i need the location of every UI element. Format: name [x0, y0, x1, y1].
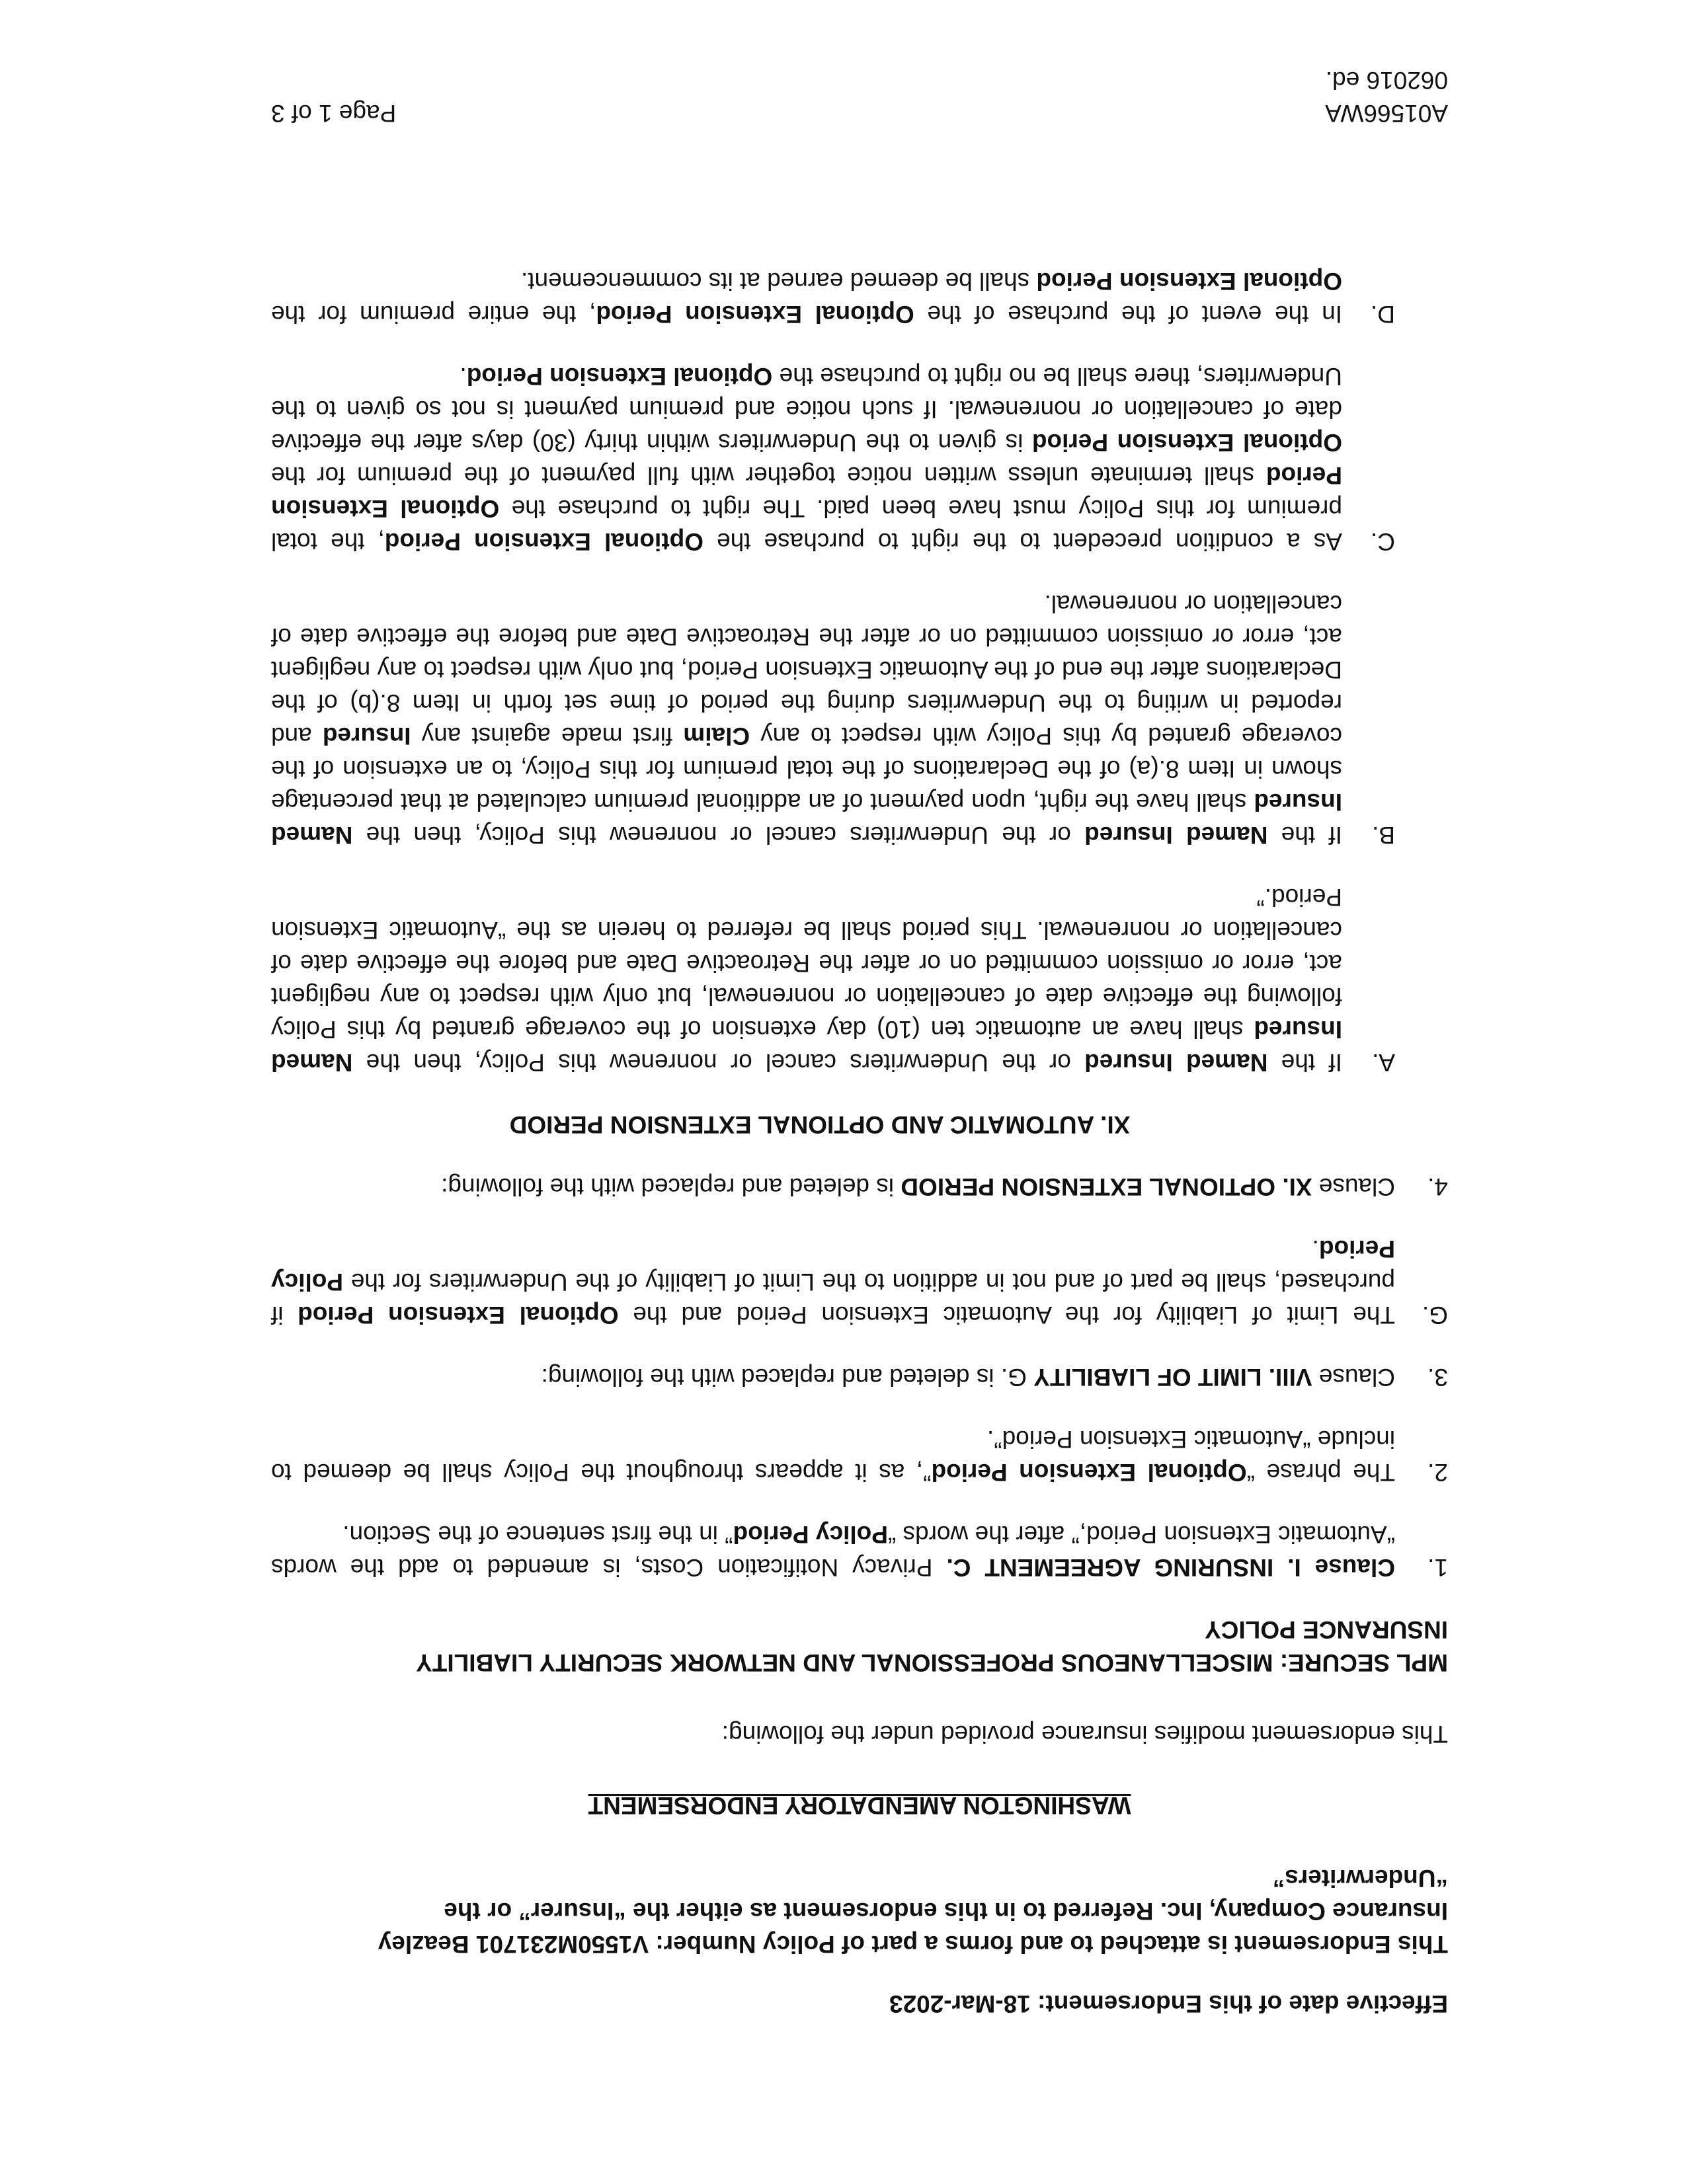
item-number: 3.	[1427, 1364, 1448, 1391]
clause-text: As a condition precedent to the right to purchase the Optional Extension Period, the total premium for this Policy must have been paid. The right to purchase the Optional Extension Period shall terminate unless written notice together with full payment of the premium for the Optional Extension Period is given to the Underwriters within thirty (30) days after the effective date of cancellation or nonrenewal. If such notice and premium payment is not so given to the Underwriters, there shall be no right to purchase the Optional Extension Period.	[271, 363, 1342, 555]
clause-letter: G.	[1422, 1302, 1448, 1329]
item-text: The phrase “Optional Extension Period”, as it appears throughout the Policy shall be deemed to include “Automatic Extension Period”.	[271, 1426, 1395, 1486]
sub-clause-g	[271, 1232, 1448, 1331]
clause-letter: C.	[1371, 528, 1395, 555]
item-text: Clause VIII. LIMIT OF LIABILITY G. is deleted and replaced with the following:	[541, 1364, 1395, 1391]
modifies-statement: This endorsement modifies insurance provided under the following:	[721, 1721, 1448, 1748]
page-title: WASHINGTON AMENDATORY ENDORSEMENT	[588, 1792, 1131, 1819]
attach-prefix: This Endorsement is attached to and forms a part of Policy Number:	[649, 1931, 1448, 1958]
effective-date: Effective date of this Endorsement: 18-Mar-2023	[889, 1990, 1448, 2017]
item-text: Clause XI. OPTIONAL EXTENSION PERIOD is deleted and replaced with the following:	[441, 1173, 1395, 1200]
attachment-statement	[271, 1861, 1448, 1961]
clause-letter: D.	[1371, 301, 1395, 328]
document-body	[271, 235, 1448, 2020]
page-number: Page 1 of 3	[271, 100, 397, 127]
clause-text: If the Named Insured or the Underwriters cancel or nonrenew this Policy, then the Named Insured shall have the right, upon payment of an additional premium calculated at that percentage shown in Item 8.(a) of the Declarations of the total premium for this Policy, to an extension of the coverage granted by this Policy with respect to any Claim first made against any Insured and reported in writing to the Underwriters during the period of time set forth in Item 8.(b) of the Declarations after the end of the Automatic Extension Period, but only with respect to any negligent act, error or omission committed on or after the Retroactive Date and before the effective date of cancellation or nonrenewal.	[271, 590, 1342, 849]
form-number: A01566WA	[1325, 100, 1448, 127]
item-text: Clause I. INSURING AGREEMENT C. Privacy Notification Costs, is amended to add the words “Automatic Extension Period,” after the words “Policy Period” in the first sentence of the Section.	[271, 1521, 1395, 1581]
item-number: 1.	[1427, 1554, 1448, 1581]
clause-letter: B.	[1372, 822, 1395, 849]
list-item	[271, 1423, 1448, 1489]
list-item	[271, 1170, 1448, 1203]
clause-b	[271, 587, 1448, 851]
clause-a	[271, 880, 1448, 1079]
clause-text: In the event of the purchase of the Optional Extension Period, the entire premium for the Optional Extension Period shall be deemed earned at its commencement.	[270, 268, 1342, 328]
list-item	[271, 1360, 1448, 1393]
item-number: 4.	[1427, 1173, 1448, 1200]
clause-c	[271, 360, 1448, 558]
section-heading: XI. AUTOMATIC AND OPTIONAL EXTENSION PERIOD	[509, 1111, 1131, 1138]
policy-number: V1550M231701	[475, 1931, 649, 1958]
form-identifier	[1325, 63, 1448, 130]
clause-d	[271, 264, 1448, 331]
clause-text: The Limit of Liability for the Automatic Extension Period and the Optional Extension Period if purchased, shall be part of and not in addition to the Limit of Liability of the Underwriters for the Policy Period.	[270, 1235, 1395, 1329]
form-edition: 062016 ed.	[1325, 67, 1448, 94]
item-number: 2.	[1427, 1459, 1448, 1486]
policy-name: MPL SECURE: MISCELLANEOUS PROFESSIONAL AND NETWORK SECURITY LIABILITY INSURANCE POLICY	[416, 1616, 1448, 1676]
page-footer	[271, 63, 1448, 130]
insurer-reference: Beazley Insurance Company, Inc. Referred to in this endorsement as either the “Insurer” or the “Underwriters”	[378, 1865, 1448, 1958]
clause-letter: A.	[1372, 1049, 1395, 1076]
list-item	[271, 1518, 1448, 1584]
clause-text: If the Named Insured or the Underwriters cancel or nonrenew this Policy, then the Named Insured shall have an automatic ten (10) day extension of the coverage granted by this Policy following the effective date of cancellation or nonrenewal, but only with respect to any negligent act, error or omission committed on or after the Retroactive Date and before the effective date of cancellation or nonrenewal. This period shall be referred to herein as the “Automatic Extension Period.”	[271, 884, 1342, 1076]
